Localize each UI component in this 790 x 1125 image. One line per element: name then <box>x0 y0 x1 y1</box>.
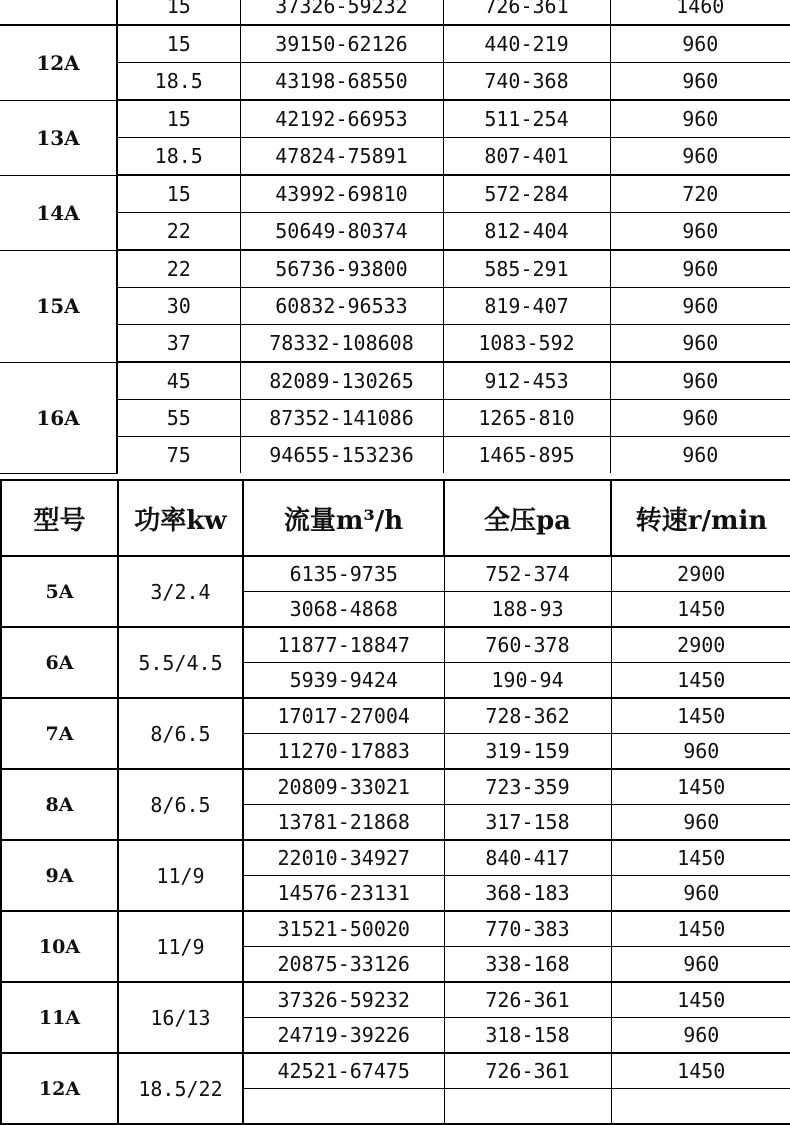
power-cell: 16/13 <box>118 982 243 1053</box>
header-speed: 转速r/min <box>611 480 790 556</box>
power-cell: 18.5 <box>117 138 240 176</box>
pressure-cell: 188-93 <box>444 592 611 628</box>
table-row <box>1 698 790 734</box>
model-cell: 9A <box>1 840 118 911</box>
speed-cell: 960 <box>610 288 790 325</box>
flow-cell: 39150-62126 <box>240 25 443 63</box>
power-cell: 45 <box>117 362 240 400</box>
speed-cell: 960 <box>610 400 790 437</box>
pressure-cell: 807-401 <box>443 138 610 176</box>
flow-cell: 20809-33021 <box>243 769 444 805</box>
power-cell: 15 <box>117 175 240 213</box>
model-cell: 8A <box>1 769 118 840</box>
power-cell: 11/9 <box>118 911 243 982</box>
speed-cell: 2900 <box>611 627 790 663</box>
fan-spec-table-bottom <box>0 479 790 1125</box>
flow-cell: 6135-9735 <box>243 556 444 592</box>
pressure-cell: 912-453 <box>443 362 610 400</box>
pressure-cell: 511-254 <box>443 100 610 138</box>
speed-cell: 960 <box>610 250 790 288</box>
pressure-cell <box>444 1089 611 1125</box>
pressure-cell: 752-374 <box>444 556 611 592</box>
model-cell: 7A <box>1 698 118 769</box>
power-cell: 22 <box>117 213 240 251</box>
pressure-cell: 760-378 <box>444 627 611 663</box>
table-row <box>0 213 790 251</box>
model-cell: 12A <box>1 1053 118 1124</box>
table-row <box>0 63 790 101</box>
model-cell <box>0 0 117 25</box>
speed-cell: 1460 <box>610 0 790 25</box>
table-row <box>1 556 790 592</box>
pressure-cell: 770-383 <box>444 911 611 947</box>
flow-cell: 31521-50020 <box>243 911 444 947</box>
flow-cell: 24719-39226 <box>243 1018 444 1054</box>
speed-cell: 960 <box>611 1018 790 1054</box>
speed-cell: 960 <box>611 805 790 841</box>
power-cell: 22 <box>117 250 240 288</box>
power-cell: 11/9 <box>118 840 243 911</box>
table-row <box>0 400 790 437</box>
flow-cell: 47824-75891 <box>240 138 443 176</box>
pressure-cell: 190-94 <box>444 663 611 699</box>
table-row <box>0 175 790 213</box>
flow-cell: 43198-68550 <box>240 63 443 101</box>
pressure-cell: 740-368 <box>443 63 610 101</box>
power-cell: 8/6.5 <box>118 698 243 769</box>
power-cell: 3/2.4 <box>118 556 243 627</box>
model-cell: 11A <box>1 982 118 1053</box>
pressure-cell: 572-284 <box>443 175 610 213</box>
power-cell: 18.5 <box>117 63 240 101</box>
power-cell: 37 <box>117 325 240 363</box>
flow-cell: 17017-27004 <box>243 698 444 734</box>
table-row <box>1 911 790 947</box>
pressure-cell: 318-158 <box>444 1018 611 1054</box>
flow-cell: 60832-96533 <box>240 288 443 325</box>
header-pressure: 全压pa <box>444 480 611 556</box>
power-cell: 15 <box>117 100 240 138</box>
power-cell: 15 <box>117 0 240 25</box>
flow-cell: 78332-108608 <box>240 325 443 363</box>
speed-cell: 1450 <box>611 911 790 947</box>
flow-cell: 87352-141086 <box>240 400 443 437</box>
pressure-cell: 819-407 <box>443 288 610 325</box>
model-cell: 13A <box>0 100 117 175</box>
flow-cell: 37326-59232 <box>243 982 444 1018</box>
power-cell: 75 <box>117 437 240 474</box>
speed-cell: 720 <box>610 175 790 213</box>
flow-cell: 42192-66953 <box>240 100 443 138</box>
flow-cell: 82089-130265 <box>240 362 443 400</box>
speed-cell: 960 <box>610 25 790 63</box>
pressure-cell: 338-168 <box>444 947 611 983</box>
speed-cell: 1450 <box>611 840 790 876</box>
model-cell: 12A <box>0 25 117 100</box>
speed-cell: 2900 <box>611 556 790 592</box>
speed-cell: 960 <box>610 100 790 138</box>
speed-cell <box>611 1089 790 1125</box>
table-row <box>0 250 790 288</box>
flow-cell: 56736-93800 <box>240 250 443 288</box>
speed-cell: 1450 <box>611 592 790 628</box>
pressure-cell: 726-361 <box>444 982 611 1018</box>
flow-cell: 11270-17883 <box>243 734 444 770</box>
table-row <box>0 362 790 400</box>
flow-cell: 22010-34927 <box>243 840 444 876</box>
pressure-cell: 440-219 <box>443 25 610 63</box>
pressure-cell: 726-361 <box>444 1053 611 1089</box>
flow-cell: 50649-80374 <box>240 213 443 251</box>
flow-cell: 5939-9424 <box>243 663 444 699</box>
model-cell: 5A <box>1 556 118 627</box>
header-row <box>1 480 790 556</box>
table-row <box>1 627 790 663</box>
model-cell: 16A <box>0 362 117 473</box>
speed-cell: 960 <box>610 138 790 176</box>
table-row <box>1 982 790 1018</box>
pressure-cell: 1465-895 <box>443 437 610 474</box>
table-row <box>0 100 790 138</box>
table-row <box>0 437 790 474</box>
flow-cell: 20875-33126 <box>243 947 444 983</box>
model-cell: 15A <box>0 250 117 362</box>
header-model: 型号 <box>1 480 118 556</box>
table-row <box>0 138 790 176</box>
table-row <box>1 840 790 876</box>
pressure-cell: 728-362 <box>444 698 611 734</box>
power-cell: 30 <box>117 288 240 325</box>
speed-cell: 960 <box>610 325 790 363</box>
speed-cell: 1450 <box>611 982 790 1018</box>
pressure-cell: 726-361 <box>443 0 610 25</box>
pressure-cell: 723-359 <box>444 769 611 805</box>
speed-cell: 1450 <box>611 663 790 699</box>
speed-cell: 1450 <box>611 769 790 805</box>
pressure-cell: 1265-810 <box>443 400 610 437</box>
pressure-cell: 1083-592 <box>443 325 610 363</box>
speed-cell: 960 <box>611 734 790 770</box>
flow-cell: 11877-18847 <box>243 627 444 663</box>
flow-cell: 13781-21868 <box>243 805 444 841</box>
power-cell: 55 <box>117 400 240 437</box>
table-row <box>0 325 790 363</box>
speed-cell: 960 <box>610 63 790 101</box>
pressure-cell: 368-183 <box>444 876 611 912</box>
table-row <box>0 25 790 63</box>
pressure-cell: 812-404 <box>443 213 610 251</box>
power-cell: 8/6.5 <box>118 769 243 840</box>
speed-cell: 960 <box>611 947 790 983</box>
flow-cell: 94655-153236 <box>240 437 443 474</box>
header-flow: 流量m³/h <box>243 480 444 556</box>
speed-cell: 960 <box>682 443 719 467</box>
flow-cell: 14576-23131 <box>243 876 444 912</box>
table-row <box>0 288 790 325</box>
speed-cell: 960 <box>611 876 790 912</box>
fan-spec-table-top <box>0 0 790 474</box>
pressure-cell: 317-158 <box>444 805 611 841</box>
flow-cell: 43992-69810 <box>240 175 443 213</box>
table-row <box>1 769 790 805</box>
speed-cell: 960 <box>610 213 790 251</box>
model-cell: 10A <box>1 911 118 982</box>
power-cell: 5.5/4.5 <box>118 627 243 698</box>
speed-cell: 960 <box>610 362 790 400</box>
pressure-cell: 319-159 <box>444 734 611 770</box>
power-cell: 18.5/22 <box>118 1053 243 1124</box>
table-row <box>0 0 790 25</box>
pressure-cell: 585-291 <box>443 250 610 288</box>
flow-cell: 37326-59232 <box>240 0 443 25</box>
model-cell: 14A <box>0 175 117 250</box>
flow-cell <box>243 1089 444 1125</box>
header-power: 功率kw <box>118 480 243 556</box>
power-cell: 15 <box>117 25 240 63</box>
table-row <box>1 1053 790 1089</box>
flow-cell: 3068-4868 <box>243 592 444 628</box>
flow-cell: 42521-67475 <box>243 1053 444 1089</box>
speed-cell: 1450 <box>611 698 790 734</box>
pressure-cell: 840-417 <box>444 840 611 876</box>
speed-cell: 1450 <box>611 1053 790 1089</box>
model-cell: 6A <box>1 627 118 698</box>
